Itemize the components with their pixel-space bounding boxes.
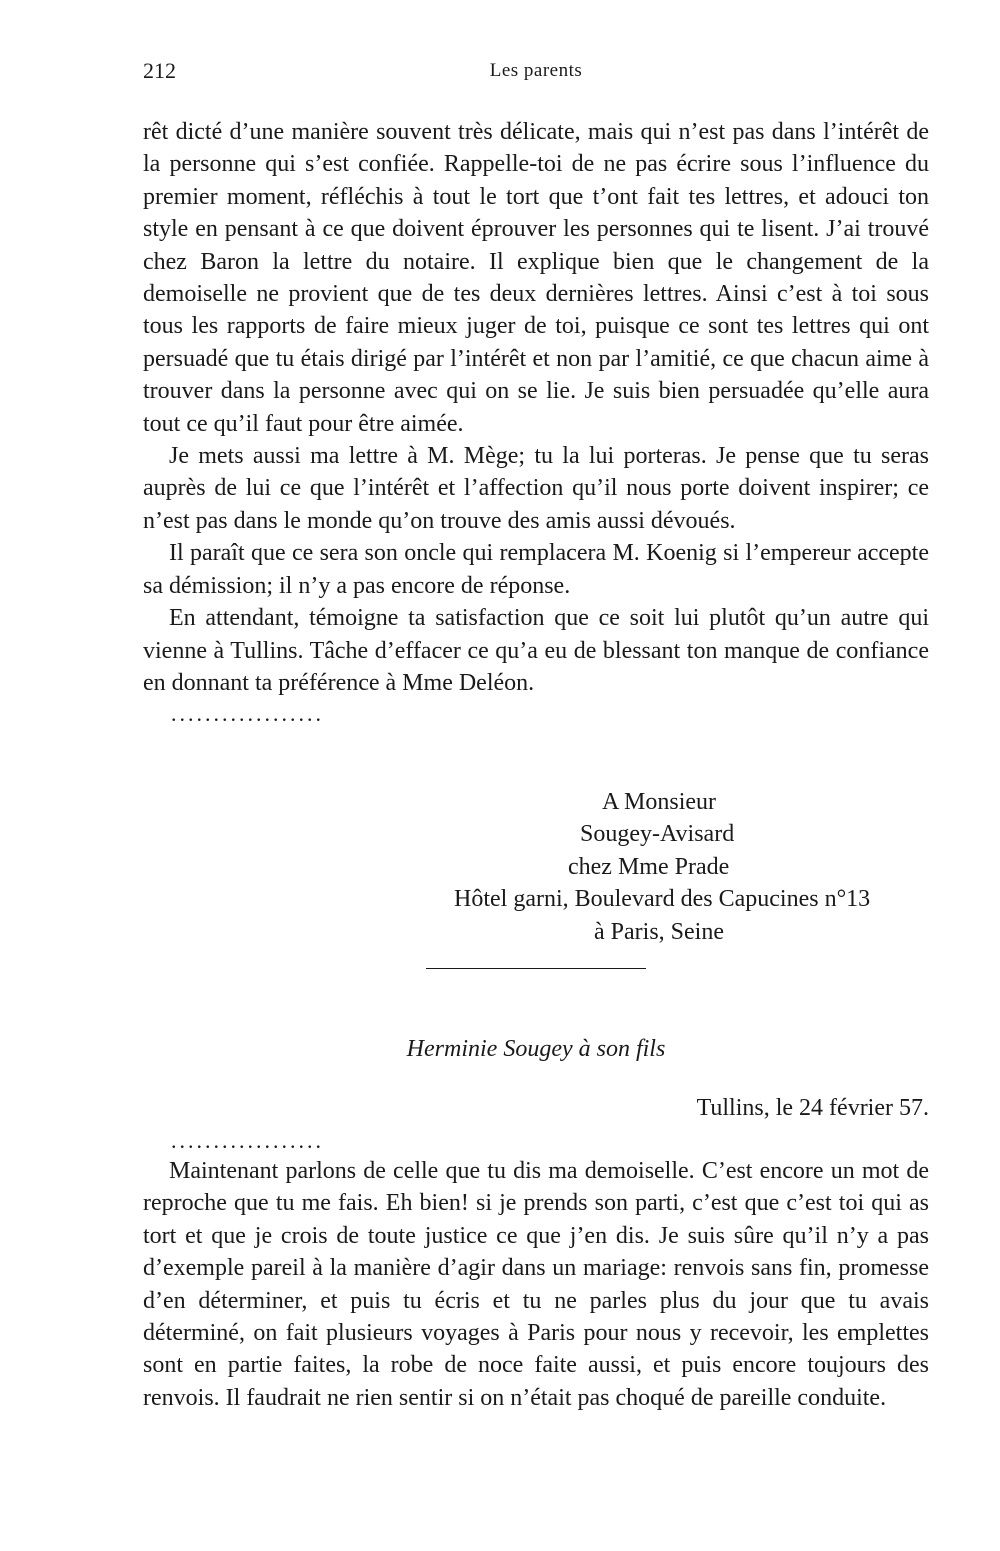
address-line: Hôtel garni, Boulevard des Capucines n°13 [454,886,871,913]
paragraph: Maintenant parlons de celle que tu dis ma demoiselle. C’est encore un mot de reproche que tu me fais. Eh bien! si je prends son parti, c’est que c’est toi qui as tort et que je crois de toute justice ce que j’en dis. Je suis sûre qu’il n’y a pas d’exemple pareil à la manière d’agir dans un mariage: renvois sans fin, promesse d’en déterminer, et puis tu écris et tu ne parles plus du jour que tu avais déterminé, on fait plusieurs voyages à Paris pour nous y recevoir, les emplettes sont en partie faites, la robe de noce faite aussi, et puis encore toujours des renvois. Il faudrait ne rien sentir si on n’était pas choqué de pareille conduite. [143,1158,929,1411]
ellipsis-omission: .................. [171,1128,324,1153]
paragraph-continued: rêt dicté d’une manière souvent très délicate, mais qui n’est pas dans l’intérêt de la personne qui s’est confiée. Rappelle-toi de ne pas écrire sous l’influence du premier moment, réfléchis à tout le tort que t’ont fait tes lettres, et adouci ton style en pensant à ce que doivent éprouver les personnes qui te lisent. J’ai trouvé chez Baron la lettre du notaire. Il explique bien que le changement de la demoiselle ne provient que de tes deux dernières lettres. Ainsi c’est à toi sous tous les rapports de faire mieux juger de toi, puisque ce sont tes lettres qui ont persuadé que tu étais dirigé par l’intérêt et non par l’amitié, ce que chacun aime à trouver dans la personne avec qui on se lie. Je suis bien persuadée qu’elle aura tout ce qu’il faut pour être aimée. [143,119,929,437]
paragraph: En attendant, témoigne ta satisfaction que ce soit lui plutôt qu’un autre qui vienne à Tullins. Tâche d’effacer ce qu’a eu de blessant ton manque de confiance en donnant ta préférence à Mme Deléon. [143,605,929,696]
paragraph: Il paraît que ce sera son oncle qui remplacera M. Koenig si l’empereur accepte sa démission; il n’y a pas encore de réponse. [143,540,929,599]
letter-body-continued [143,116,929,729]
address-line: chez Mme Prade [568,853,730,880]
running-title: Les parents [489,60,583,81]
address-block [430,786,950,948]
dateline: Tullins, le 24 février 57. [696,1095,929,1121]
letter-heading: Herminie Sougey à son fils [406,1036,666,1062]
section-divider [426,968,646,969]
address-line: A Monsieur [602,789,716,815]
ellipsis-omission: .................. [171,701,324,727]
address-line: à Paris, Seine [594,918,724,945]
page-number: 212 [143,58,176,83]
address-line: Sougey-Avisard [580,821,735,848]
letter-body [143,1155,929,1414]
running-head [143,58,929,92]
paragraph: Je mets aussi ma lettre à M. Mège; tu la lui porteras. Je pense que tu seras auprès de lui ce que l’intérêt et l’affection qu’il nous porte doivent inspirer; ce n’est pas dans le monde qu’on trouve des amis aussi dévoués. [143,443,929,534]
